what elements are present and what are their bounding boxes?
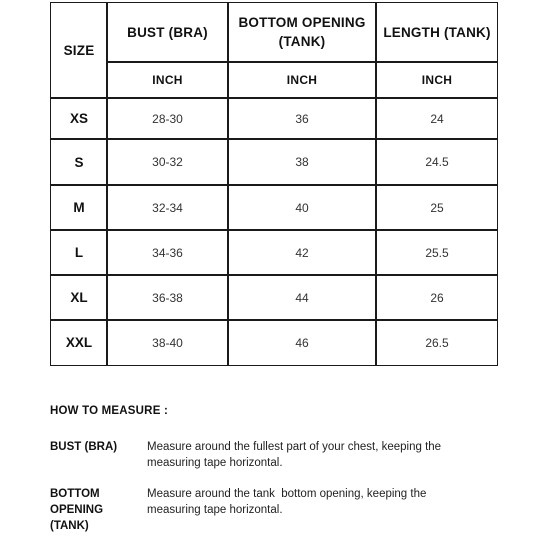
bottom-opening-cell [228,185,376,230]
size-cell [51,230,107,275]
length-value: 25 [430,200,444,215]
bottom-opening-cell [228,230,376,275]
bottom-opening-unit-label: INCH [286,73,318,87]
length-header [376,3,498,61]
bottom-opening-header-line2: (TANK) [278,34,326,49]
size-value: L [74,245,84,260]
bottom-opening-cell [228,98,376,139]
bust-cell [107,139,228,185]
length-value: 24.5 [425,155,449,169]
bust-value: 28-30 [152,111,183,126]
length-value: 24 [430,111,444,126]
bottom-opening-measure-line1: Measure around the tank bottom opening, keeping the [147,488,427,500]
size-cell [51,185,107,230]
bottom-opening-cell [228,320,376,365]
bottom-opening-value: 38 [295,155,309,169]
bottom-opening-measure-label [50,486,130,534]
length-cell [376,320,498,365]
size-header [51,3,107,98]
bust-unit [107,62,228,98]
bottom-opening-value: 42 [295,245,309,260]
bust-value: 30-32 [152,155,183,169]
bust-measure-line1: Measure around the fullest part of your chest, keeping the [147,441,442,453]
how-to-measure-title: HOW TO MEASURE : [50,405,168,417]
bust-value: 34-36 [152,245,183,260]
bottom-opening-unit [228,62,376,98]
bust-value: 32-34 [152,200,183,215]
size-cell [51,275,107,320]
bottom-opening-label-line3: (TANK) [50,520,89,532]
bottom-opening-label-line1: BOTTOM [50,488,100,500]
bust-cell [107,185,228,230]
length-cell [376,275,498,320]
bottom-opening-value: 44 [295,290,309,305]
length-unit-label: INCH [421,73,453,87]
bottom-opening-header-line1: BOTTOM OPENING [238,15,366,30]
bust-cell [107,320,228,365]
length-cell [376,185,498,230]
length-value: 26.5 [425,335,449,350]
size-header-label: SIZE [63,43,95,58]
bust-value: 36-38 [152,290,183,305]
bottom-opening-measure-line2: measuring tape horizontal. [147,504,283,516]
bust-cell [107,275,228,320]
bust-measure-label: BUST (BRA) [50,441,118,453]
size-value: XS [69,111,88,126]
length-unit [376,62,498,98]
size-cell [51,320,107,365]
bust-measure-instructions [147,439,487,471]
length-value: 26 [430,290,444,305]
bottom-opening-value: 36 [295,111,309,126]
size-cell [51,139,107,185]
bottom-opening-cell [228,139,376,185]
bottom-opening-value: 46 [295,335,309,350]
bust-header [107,3,228,61]
bottom-opening-value: 40 [295,200,309,215]
bust-measure-line2: measuring tape horizontal. [147,457,283,469]
length-cell [376,230,498,275]
size-value: S [74,154,84,170]
bottom-opening-header [228,3,376,61]
bust-cell [107,230,228,275]
bust-value: 38-40 [152,335,183,350]
bust-cell [107,98,228,139]
length-value: 25.5 [425,245,449,260]
bottom-opening-cell [228,275,376,320]
length-cell [376,139,498,185]
size-value: XL [70,290,88,305]
bust-unit-label: INCH [152,73,183,87]
size-chart-table [50,2,498,366]
size-cell [51,98,107,139]
length-header-label: LENGTH (TANK) [383,24,491,40]
bottom-opening-label-line2: OPENING [50,504,104,516]
size-value: M [73,200,85,215]
size-value: XXL [65,335,93,350]
bust-header-label: BUST (BRA) [127,24,208,40]
bottom-opening-measure-instructions [147,486,487,518]
length-cell [376,98,498,139]
